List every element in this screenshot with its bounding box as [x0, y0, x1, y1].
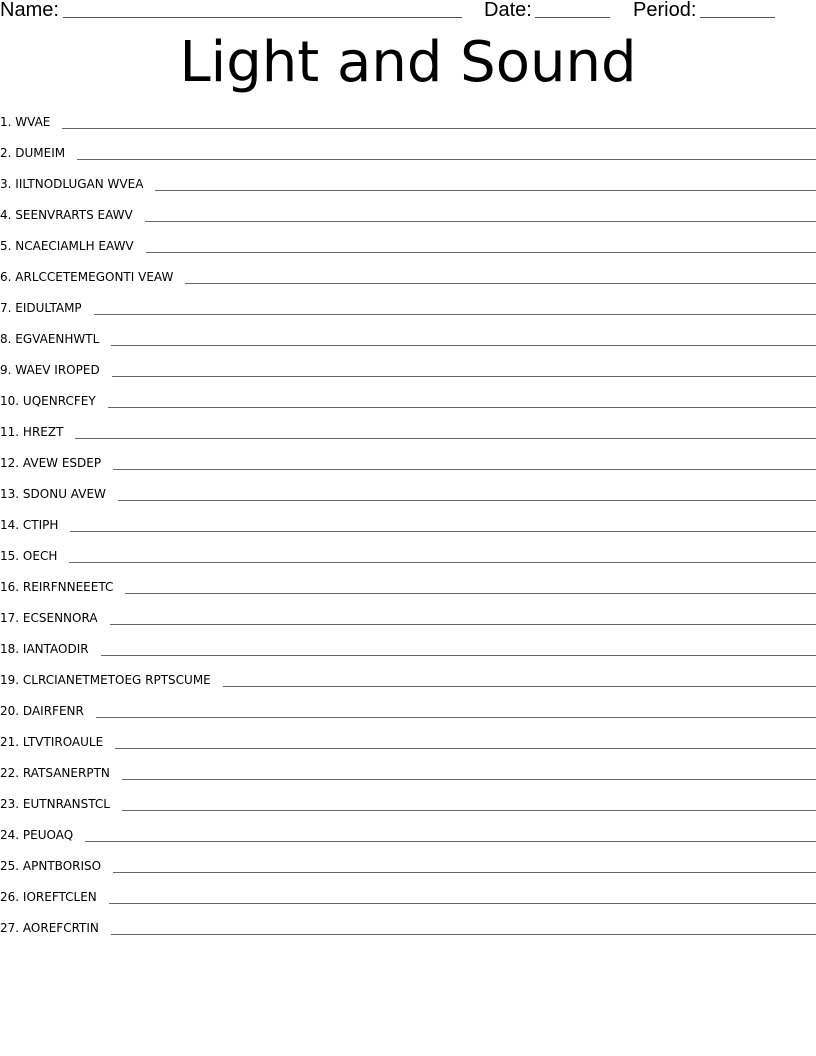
answer-line[interactable]	[69, 546, 816, 563]
scrambled-letters: APNTBORISO	[22, 859, 102, 873]
list-item	[0, 484, 816, 515]
item-number: 25.	[0, 859, 20, 873]
scrambled-letters: LTVTIROAULE	[22, 735, 104, 749]
scrambled-letters: CTIPH	[22, 518, 59, 532]
list-item	[0, 887, 816, 918]
list-item	[0, 825, 816, 856]
scrambled-word	[0, 794, 122, 811]
list-item	[0, 143, 816, 174]
scrambled-letters: SEENVRARTS EAWV	[15, 208, 133, 222]
scrambled-letters: EGVAENHWTL	[15, 332, 100, 346]
answer-line[interactable]	[110, 608, 816, 625]
scrambled-word	[0, 515, 70, 532]
scrambled-word	[0, 360, 112, 377]
scrambled-word	[0, 422, 75, 439]
scrambled-letters: AVEW ESDEP	[22, 456, 102, 470]
scrambled-letters: DAIRFENR	[22, 704, 84, 718]
list-item	[0, 391, 816, 422]
scrambled-word	[0, 546, 69, 563]
answer-line[interactable]	[118, 484, 816, 501]
list-item	[0, 918, 816, 949]
scrambled-word	[0, 267, 185, 284]
scrambled-word	[0, 701, 96, 718]
scrambled-letters: HREZT	[22, 425, 64, 439]
list-item	[0, 608, 816, 639]
item-number: 7.	[0, 301, 12, 315]
scrambled-letters: ECSENNORA	[22, 611, 98, 625]
scrambled-letters: ARLCCETEMEGONTI VEAW	[15, 270, 174, 284]
item-number: 11.	[0, 425, 20, 439]
answer-line[interactable]	[85, 825, 816, 842]
item-number: 20.	[0, 704, 20, 718]
scrambled-word	[0, 205, 145, 222]
period-field[interactable]	[700, 17, 775, 18]
page-title: Light and Sound	[179, 30, 637, 95]
list-item	[0, 174, 816, 205]
answer-line[interactable]	[113, 856, 816, 873]
answer-line[interactable]	[113, 453, 816, 470]
list-item	[0, 701, 816, 732]
answer-line[interactable]	[111, 329, 816, 346]
item-number: 8.	[0, 332, 12, 346]
item-number: 14.	[0, 518, 20, 532]
list-item	[0, 422, 816, 453]
scrambled-word	[0, 670, 223, 687]
answer-line[interactable]	[112, 360, 816, 377]
scrambled-word	[0, 453, 113, 470]
scrambled-word	[0, 112, 62, 129]
answer-line[interactable]	[145, 205, 816, 222]
answer-line[interactable]	[96, 701, 816, 718]
list-item	[0, 360, 816, 391]
scrambled-letters: OECH	[22, 549, 58, 563]
answer-line[interactable]	[62, 112, 816, 129]
date-label: Date:	[484, 0, 532, 21]
list-item	[0, 794, 816, 825]
list-item	[0, 205, 816, 236]
answer-line[interactable]	[223, 670, 816, 687]
scrambled-letters: EUTNRANSTCL	[22, 797, 110, 811]
scrambled-word	[0, 856, 113, 873]
answer-line[interactable]	[122, 763, 816, 780]
name-label: Name:	[0, 0, 59, 21]
name-field[interactable]	[63, 17, 462, 18]
scrambled-word	[0, 236, 146, 253]
scrambled-letters: AOREFCRTIN	[22, 921, 99, 935]
scrambled-word	[0, 298, 94, 315]
answer-line[interactable]	[94, 298, 816, 315]
answer-line[interactable]	[109, 887, 816, 904]
scrambled-letters: PEUOAQ	[22, 828, 74, 842]
scrambled-letters: UQENRCFEY	[22, 394, 96, 408]
item-number: 4.	[0, 208, 12, 222]
list-item	[0, 577, 816, 608]
answer-line[interactable]	[108, 391, 816, 408]
scrambled-word	[0, 639, 101, 656]
item-number: 13.	[0, 487, 20, 501]
scrambled-word	[0, 391, 108, 408]
scrambled-word	[0, 174, 155, 191]
answer-line[interactable]	[111, 918, 816, 935]
item-number: 24.	[0, 828, 20, 842]
item-number: 16.	[0, 580, 20, 594]
list-item	[0, 515, 816, 546]
scrambled-word	[0, 577, 125, 594]
scrambled-word	[0, 143, 77, 160]
list-item	[0, 732, 816, 763]
list-item	[0, 329, 816, 360]
scrambled-word	[0, 763, 122, 780]
item-number: 6.	[0, 270, 12, 284]
item-number: 27.	[0, 921, 20, 935]
item-number: 21.	[0, 735, 20, 749]
item-number: 5.	[0, 239, 12, 253]
scrambled-letters: IOREFTCLEN	[22, 890, 97, 904]
item-number: 15.	[0, 549, 20, 563]
word-scramble-list	[0, 112, 816, 949]
scrambled-letters: RATSANERPTN	[22, 766, 110, 780]
item-number: 23.	[0, 797, 20, 811]
list-item	[0, 670, 816, 701]
item-number: 19.	[0, 673, 20, 687]
item-number: 22.	[0, 766, 20, 780]
list-item	[0, 639, 816, 670]
scrambled-word	[0, 484, 118, 501]
scrambled-letters: EIDULTAMP	[15, 301, 82, 315]
period-label: Period:	[633, 0, 697, 21]
item-number: 26.	[0, 890, 20, 904]
scrambled-letters: CLRCIANETMETOEG RPTSCUME	[22, 673, 211, 687]
scrambled-word	[0, 732, 115, 749]
scrambled-letters: REIRFNNEEETC	[22, 580, 114, 594]
item-number: 18.	[0, 642, 20, 656]
list-item	[0, 763, 816, 794]
item-number: 3.	[0, 177, 12, 191]
scrambled-word	[0, 918, 111, 935]
scrambled-letters: WAEV IROPED	[15, 363, 100, 377]
scrambled-letters: SDONU AVEW	[22, 487, 106, 501]
item-number: 1.	[0, 115, 12, 129]
list-item	[0, 267, 816, 298]
item-number: 17.	[0, 611, 20, 625]
item-number: 2.	[0, 146, 12, 160]
scrambled-letters: IANTAODIR	[22, 642, 89, 656]
list-item	[0, 856, 816, 887]
item-number: 10.	[0, 394, 20, 408]
list-item	[0, 298, 816, 329]
answer-line[interactable]	[77, 143, 816, 160]
answer-line[interactable]	[70, 515, 816, 532]
scrambled-letters: WVAE	[15, 115, 51, 129]
list-item	[0, 453, 816, 484]
answer-line[interactable]	[115, 732, 816, 749]
answer-line[interactable]	[75, 422, 816, 439]
list-item	[0, 112, 816, 143]
item-number: 9.	[0, 363, 12, 377]
scrambled-word	[0, 887, 109, 904]
scrambled-word	[0, 825, 85, 842]
item-number: 12.	[0, 456, 20, 470]
scrambled-letters: IILTNODLUGAN WVEA	[15, 177, 144, 191]
scrambled-word	[0, 608, 110, 625]
answer-line[interactable]	[125, 577, 816, 594]
answer-line[interactable]	[146, 236, 816, 253]
answer-line[interactable]	[101, 639, 816, 656]
worksheet-header	[0, 0, 816, 24]
answer-line[interactable]	[155, 174, 816, 191]
date-field[interactable]	[535, 17, 610, 18]
answer-line[interactable]	[185, 267, 816, 284]
list-item	[0, 546, 816, 577]
scrambled-letters: DUMEIM	[15, 146, 66, 160]
scrambled-letters: NCAECIAMLH EAWV	[15, 239, 134, 253]
answer-line[interactable]	[122, 794, 816, 811]
scrambled-word	[0, 329, 111, 346]
list-item	[0, 236, 816, 267]
